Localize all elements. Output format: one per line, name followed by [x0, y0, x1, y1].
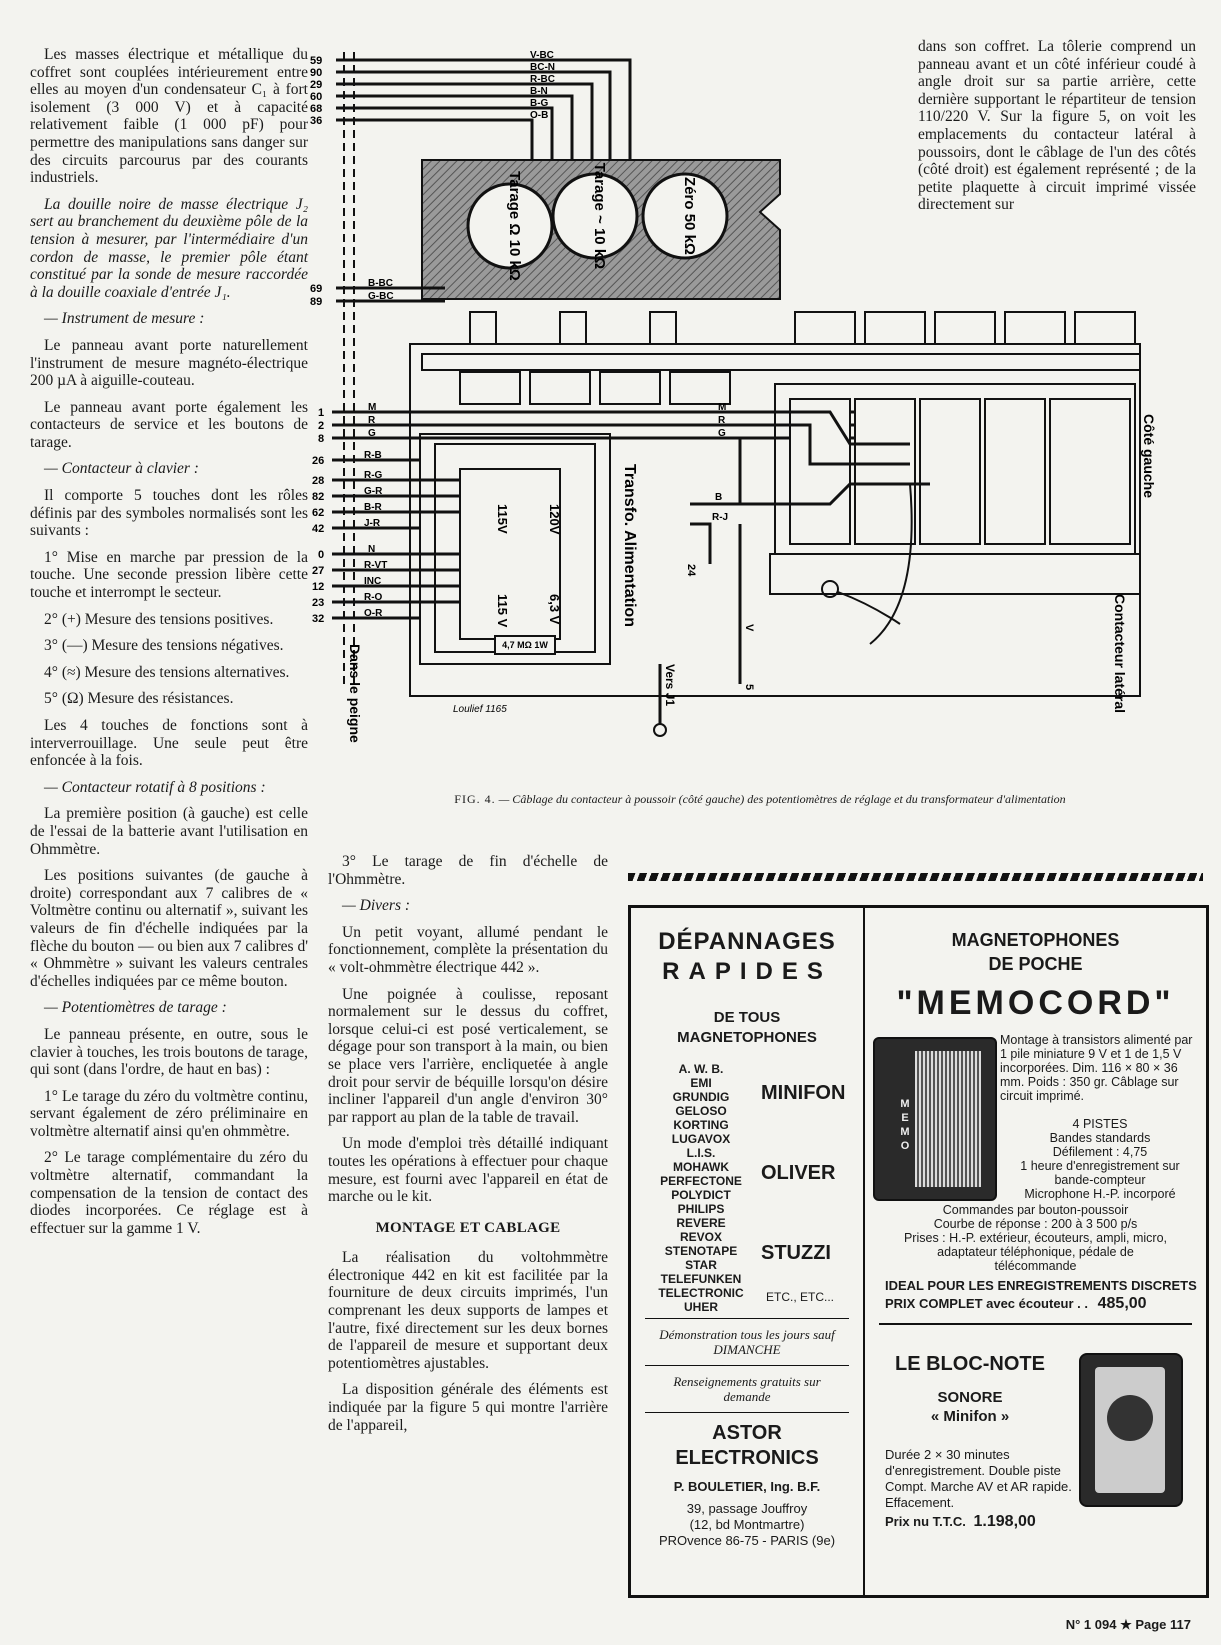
- wire-label: R: [718, 415, 726, 426]
- brand-item: MOHAWK: [673, 1160, 729, 1174]
- ad-subtitle-line: MAGNETOPHONES: [677, 1029, 817, 1046]
- wire-label: B-R: [364, 502, 382, 513]
- wire-label: G-R: [364, 486, 383, 497]
- paragraph: 3° (—) Mesure des tensions négatives.: [44, 637, 284, 655]
- brand-big: MINIFON: [761, 1082, 846, 1104]
- bloc-desc: Durée 2 × 30 minutes d'enregistrement. Double piste Compt. Marche AV et AR rapide. Effacement.: [885, 1447, 1072, 1510]
- subheading: — Potentiomètres de tarage :: [44, 999, 227, 1017]
- device-label: MEMO: [900, 1098, 910, 1152]
- paragraph: 2° Le tarage complémentaire du zéro du voltmètre alternatif, commandant la compensation de la tension de contact des diodes incorporées. Ce réglage est à effectuer sur la gamme 1 V.: [30, 1149, 308, 1237]
- side-label: Côté gauche: [1141, 414, 1157, 499]
- price-value: 1.198,00: [973, 1513, 1036, 1530]
- paragraph: La réalisation du voltohmmètre électronique 442 en kit est facilitée par la fourniture de deux circuits imprimés, l'un comprenant les deux supports de lampes et l'autre, fixé directement sur les deux bornes de l'appareil de mesure et supportant deux potentiomètres ajustables.: [328, 1249, 608, 1372]
- pin-label: 62: [312, 507, 325, 519]
- brand-item: TELEFUNKEN: [660, 1272, 742, 1286]
- decorative-rule: [628, 873, 1203, 881]
- spec-line: 1 heure d'enregistrement sur bande-compteur: [1020, 1159, 1180, 1187]
- figure-number: FIG. 4.: [454, 792, 496, 806]
- wire-label: Vers J1: [663, 664, 677, 707]
- pin-label: 0: [318, 549, 325, 561]
- ad-title-line: MAGNETOPHONES: [951, 930, 1120, 950]
- pin-label: 2: [318, 420, 325, 432]
- address: (12, bd Montmartre): [689, 1517, 805, 1532]
- brand-list: [651, 1062, 751, 1314]
- company-line: ELECTRONICS: [675, 1447, 819, 1469]
- wire-label: 5: [743, 684, 755, 691]
- ad-title: DÉPANNAGES: [658, 928, 836, 955]
- ad-memocord: [865, 908, 1206, 1595]
- pin-label: 42: [312, 523, 325, 535]
- wire-label: R-J: [712, 512, 729, 523]
- wire-label: N: [368, 544, 376, 555]
- paragraph: Un mode d'emploi très détaillé indiquant toutes les opérations à effectuer pour chaque mesure, est fourni avec l'appareil en état de marche ou le kit.: [328, 1135, 608, 1206]
- paragraph: dans son coffret. La tôlerie comprend un panneau avant et un côté inférieur coudé à angle droit sur sa partie arrière, cette dernière supportant le répartiteur de tension 110/220 V. Sur la figure 5, on voit les emplacements du contacteur latéral à poussoirs, dont le câblage de l'un des côtés (côté droit) est également représenté ; de la petite plaquette à circuit imprimé vissée directement sur: [918, 38, 1196, 214]
- switch-blocks: [790, 399, 1130, 544]
- brand-item: REVOX: [679, 1230, 722, 1244]
- paragraph: 3° Le tarage de fin d'échelle de l'Ohmmètre.: [328, 853, 608, 888]
- pot-label: Tarage ~ 10 kΩ: [591, 162, 608, 270]
- brand-big: STUZZI: [761, 1242, 831, 1264]
- bloc-title: LE BLOC-NOTE: [895, 1353, 1045, 1375]
- price-line: [865, 1295, 1206, 1313]
- paragraph: 4° (≈) Mesure des tensions alternatives.: [44, 663, 290, 681]
- transformer-label: Transfo. Alimentation: [621, 464, 638, 627]
- paragraph: Les positions suivantes (de gauche à droite) correspondant aux 7 calibres de « Voltmètre continu ou alternatif », suivant les valeurs de fin d'échelle indiquées par la flèche du bouton — ou bien aux 7 calibres d' « Ohmmètre » suivant les valeurs centrales d'échelles indiquées par ce même bouton.: [30, 867, 308, 990]
- paragraph: 1° Mise en marche par pression de la touche. Une seconde pression libère cette touche et interrompt le secteur.: [30, 548, 308, 602]
- spec-line: Défilement : 4,75: [1052, 1145, 1148, 1159]
- bloc-note-block: [865, 1335, 1206, 1535]
- paragraph: Le panneau avant porte également les contacteurs de service et les boutons de tarage.: [30, 398, 308, 451]
- ad-astor: [631, 908, 865, 1595]
- wire-label: M: [718, 402, 727, 413]
- brand-title: "MEMOCORD": [896, 984, 1175, 1022]
- ad-subtitle-line: DE TOUS: [713, 1009, 781, 1026]
- paragraph: La disposition générale des éléments est indiquée par la figure 5 qui montre l'arrière de l'appareil,: [328, 1381, 608, 1434]
- pin-label: 82: [312, 491, 325, 503]
- paragraph: 5° (Ω) Mesure des résistances.: [44, 690, 234, 708]
- brand-item: PERFECTONE: [660, 1174, 742, 1188]
- wire-label: R: [368, 415, 376, 426]
- address: PROvence 86-75 - PARIS (9e): [658, 1533, 836, 1548]
- caption-text: — Câblage du contacteur à poussoir (côté gauche) des potentiomètres de réglage et du transformateur d'alimentation: [498, 792, 1066, 806]
- low-pin-group: [312, 407, 324, 625]
- paragraph: Un petit voyant, allumé pendant le fonctionnement, complète la présentation du « volt-ohmmètre électrique 442 ».: [328, 923, 608, 976]
- pin-label: 89: [310, 296, 323, 308]
- subheading: — Divers :: [342, 897, 411, 915]
- wire-label: R-B: [364, 450, 382, 461]
- wire-label: B: [715, 492, 723, 503]
- paragraph: Le panneau avant porte naturellement l'instrument de mesure magnéto-électrique 200 µA à aiguille-couteau.: [30, 336, 308, 390]
- paragraph: Le panneau présente, en outre, sous le clavier à touches, les trois boutons de tarage, qui sont (dans l'ordre, de haut en bas) :: [30, 1025, 308, 1079]
- wiring-diagram: [310, 44, 1210, 814]
- spec-line: Bandes standards: [1049, 1131, 1151, 1145]
- brand-item: L.I.S.: [686, 1146, 716, 1160]
- brand-etc: ETC., ETC...: [766, 1290, 835, 1304]
- pot-label: Zéro 50 kΩ: [681, 177, 698, 255]
- spec-line: Microphone H.-P. incorporé: [1024, 1187, 1176, 1201]
- spec-line: 4 PISTES: [1072, 1117, 1128, 1131]
- pin-label: 8: [318, 433, 325, 445]
- brand-item: GRUNDIG: [672, 1090, 730, 1104]
- wire-label: V-BC: [530, 50, 554, 61]
- comb-label: Dans le peigne: [347, 644, 363, 743]
- pin-label: 28: [312, 475, 325, 487]
- ad-subtitle: [631, 1008, 863, 1048]
- brand-item: PHILIPS: [677, 1202, 725, 1216]
- ad-title: RAPIDES: [662, 958, 832, 985]
- spec-line: Courbe de réponse : 200 à 3 500 p/s: [933, 1217, 1138, 1231]
- brand-section: [631, 1062, 863, 1312]
- paragraph: Les 4 touches de fonctions sont à interverrouillage. Une seule peut être enfoncée à la fois.: [30, 717, 308, 770]
- brand-item: KORTING: [673, 1118, 729, 1132]
- wire-label: G: [718, 428, 726, 439]
- brand-item: A. W. B.: [678, 1062, 724, 1076]
- spec-line: Prises : H.-P. extérieur, écouteurs, ampli, micro, adaptateur téléphonique, pédale de télécommande: [903, 1231, 1168, 1273]
- product-block: [865, 1033, 1206, 1203]
- transformer: [420, 434, 610, 664]
- brand-item: EMI: [690, 1076, 712, 1090]
- ad-title-line: DE POCHE: [988, 954, 1083, 974]
- price-value: 485,00: [1097, 1295, 1147, 1312]
- paragraph: La douille noire de masse électrique J₂ sert au branchement du deuxième pôle de la tension à mesurer, par l'intermédiaire d'un cordon de masse, le premier pôle étant constitué par la sonde de mesure raccordée à la douille coaxiale d'entrée J₁.: [30, 195, 308, 301]
- subheading: — Contacteur à clavier :: [44, 460, 199, 478]
- pin-label: 23: [312, 597, 325, 609]
- wire-label: V: [743, 624, 755, 632]
- brand-item: TELECTRONIC: [658, 1286, 744, 1300]
- pin-label: 60: [310, 91, 323, 103]
- figure-caption: [440, 792, 1080, 806]
- brand-item: LUGAVOX: [671, 1132, 731, 1146]
- wire-label: O-R: [364, 608, 383, 619]
- voltage-label: 115V: [495, 504, 510, 534]
- spec-line: Commandes par bouton-poussoir: [942, 1203, 1129, 1217]
- section-heading: MONTAGE ET CABLAGE: [375, 1219, 561, 1236]
- brand-big: OLIVER: [761, 1162, 836, 1184]
- wire-label: M: [368, 402, 377, 413]
- paragraph: Une poignée à coulisse, reposant normalement sur le dessus du coffret, lorsque celui-ci est posé verticalement, se dégage pour son transport à la main, ou bien se place vers l'arrière, encliquetée à angle droit pour servir de béquille lorsqu'on désire incliner l'appareil d'un angle d'environ 30° par rapport au plan de la table de travail.: [328, 985, 608, 1126]
- pin-label: 36: [310, 115, 323, 127]
- wire-label: R-VT: [364, 560, 388, 571]
- pot-3: [643, 174, 727, 258]
- pot-label: Tarage Ω 10 kΩ: [506, 171, 523, 281]
- subheading: — Contacteur rotatif à 8 positions :: [44, 778, 266, 796]
- demo-note: Démonstration tous les jours sauf DIMANCHE: [659, 1327, 835, 1357]
- wire-label: R-G: [364, 470, 383, 481]
- brand-item: REVERE: [676, 1216, 726, 1230]
- ad-title: [865, 928, 1206, 976]
- voltage-label: 120V: [547, 504, 562, 535]
- pin-label: 32: [312, 613, 325, 625]
- page-footer: N° 1 094 ★ Page 117: [1065, 1617, 1191, 1632]
- recorder-image: [873, 1037, 997, 1201]
- bloc-subtitle: « Minifon »: [930, 1408, 1010, 1425]
- product-desc: Montage à transistors alimenté par 1 pile miniature 9 V et 1 de 1,5 V incorporées. Dim. 116 × 80 × 36 mm. Poids : 350 gr. Câblage sur circuit imprimé.: [1000, 1033, 1193, 1103]
- wire-label: INC: [364, 576, 382, 587]
- resistor-label: 4,7 MΩ 1W: [502, 640, 548, 650]
- pin-label: 90: [310, 67, 323, 79]
- brand-item: GELOSO: [675, 1104, 727, 1118]
- middle-text-column: [328, 853, 608, 1443]
- brand-item: UHER: [683, 1300, 718, 1314]
- pin-label: 1: [318, 407, 325, 419]
- address: 39, passage Jouffroy: [686, 1501, 808, 1516]
- advertisement: [628, 905, 1209, 1598]
- top-pin-group: [310, 55, 322, 127]
- price-label: PRIX COMPLET avec écouteur . .: [885, 1296, 1088, 1311]
- paragraph: 1° Le tarage du zéro du voltmètre continu, servant également de zéro préliminaire en voltmètre alternatif ainsi qu'en ohmmètre.: [30, 1087, 308, 1140]
- wire-label: B-BC: [368, 278, 393, 289]
- paragraph: 2° (+) Mesure des tensions positives.: [44, 610, 274, 628]
- pin-label: 12: [312, 581, 325, 593]
- pin-label: 29: [310, 79, 323, 91]
- company-line: ASTOR: [712, 1422, 782, 1444]
- brand-item: STENOTAPE: [664, 1244, 738, 1258]
- wire-label: G-BC: [368, 291, 394, 302]
- bloc-subtitle: SONORE: [937, 1389, 1003, 1406]
- wire-label: J-R: [364, 518, 381, 529]
- wire-label: R-BC: [530, 74, 555, 85]
- company-name: [631, 1421, 863, 1471]
- voltage-label: 6,3 V: [547, 594, 562, 625]
- paragraph: Il comporte 5 touches dont les rôles définis par des symboles normalisés sont les suivants :: [30, 487, 308, 540]
- ideal-line: IDEAL POUR LES ENREGISTREMENTS DISCRETS: [885, 1278, 1197, 1293]
- wire-label: B-N: [530, 86, 548, 97]
- wire-label: G: [368, 428, 376, 439]
- product-spec: [1000, 1117, 1200, 1201]
- connector-symbol: [654, 724, 666, 736]
- pin-label: 68: [310, 103, 323, 115]
- manager: P. BOULETIER, Ing. B.F.: [673, 1479, 821, 1494]
- pin-label: 26: [312, 455, 325, 467]
- signature: Loulief 1165: [453, 704, 507, 715]
- voltage-label: 115 V: [495, 594, 510, 628]
- wire-label: 24: [685, 564, 697, 577]
- info-note: Renseignements gratuits sur demande: [673, 1374, 821, 1404]
- paragraph: La première position (à gauche) est celle de l'essai de la batterie avant l'utilisation en Ohmmètre.: [30, 805, 308, 858]
- pin-label: 59: [310, 55, 323, 67]
- minifon-image: [1079, 1353, 1183, 1507]
- wire-label: B-G: [530, 98, 549, 109]
- brand-item: STAR: [685, 1258, 717, 1272]
- pin-label: 69: [310, 283, 323, 295]
- pin-label: 27: [312, 565, 325, 577]
- side-label: Contacteur latéral: [1112, 594, 1128, 714]
- left-text-column: [30, 46, 308, 1246]
- wire-label: BC-N: [530, 62, 555, 73]
- paragraph: Les masses électrique et métallique du coffret sont couplées intérieurement entre elles au moyen d'un condensateur C₁ à fort isolement (3 000 V) et à capacité relativement faible (1 000 pF) pour permettre des manipulations sans danger sur des circuits parcourus par des courants industriels.: [30, 46, 308, 187]
- subheading: — Instrument de mesure :: [44, 310, 205, 328]
- wire-label: O-B: [530, 110, 549, 121]
- bloc-headings: [865, 1335, 1075, 1426]
- wire-label: R-O: [364, 592, 383, 603]
- brand-item: POLYDICT: [671, 1188, 731, 1202]
- price-label: Prix nu T.T.C.: [885, 1514, 966, 1529]
- bloc-price: [865, 1513, 1036, 1531]
